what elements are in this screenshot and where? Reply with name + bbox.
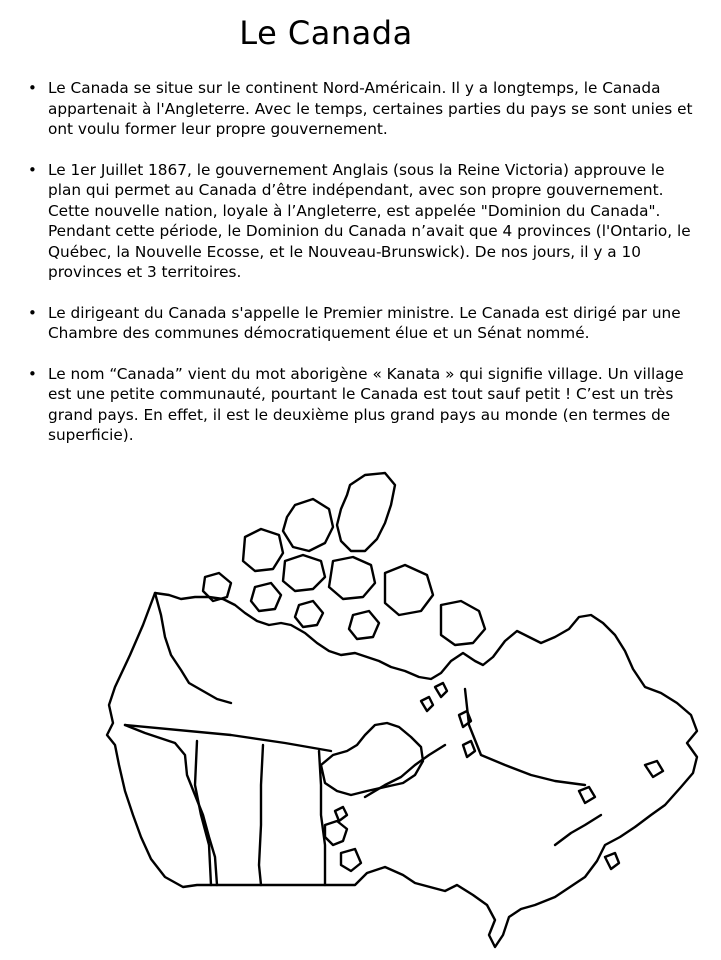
lake-outline xyxy=(341,849,361,871)
arctic-island xyxy=(251,583,281,611)
arctic-island xyxy=(243,529,283,571)
island xyxy=(463,741,475,757)
page-title: Le Canada xyxy=(239,14,413,52)
territories-south-border xyxy=(125,725,331,751)
paragraph-text: Le 1er Juillet 1867, le gouvernement Anglais (sous la Reine Victoria) approuve le plan qui permet au Canada d’être indépendant, avec son propre gouvernement. Cette nouvelle nation, loyale à l’Angleterre, est appelée "Dominion du Canada". Pendant cette période, le Dominion du Canada n’avait que 4 provinces (l'Ontario, le Québec, la Nouvelle Ecosse, et le Nouveau-Brunswick). De nos jours, il y a 10 provinces et 3 territoires. xyxy=(48,160,691,281)
hudson-bay-outline xyxy=(321,723,423,795)
arctic-island xyxy=(337,473,395,551)
quebec-labrador-border xyxy=(465,689,585,785)
arctic-island xyxy=(349,611,379,639)
island xyxy=(579,787,595,803)
maritimes-border xyxy=(555,815,601,845)
yukon-nwt-border xyxy=(155,593,231,703)
island xyxy=(335,807,347,821)
paragraph-list xyxy=(26,78,702,466)
island xyxy=(421,697,433,711)
arctic-island xyxy=(441,601,485,645)
paragraph-item xyxy=(26,160,702,283)
bullet-icon: • xyxy=(28,303,37,322)
bullet-icon: • xyxy=(28,79,37,97)
arctic-island xyxy=(283,555,325,591)
paragraph-text: Le dirigeant du Canada s'appelle le Premier ministre. Le Canada est dirigé par une Chambre des communes démocratiquement élue et un Sénat nommé. xyxy=(48,303,681,342)
island xyxy=(435,683,447,697)
island xyxy=(645,761,663,777)
arctic-island xyxy=(295,601,323,627)
arctic-island xyxy=(283,499,333,551)
arctic-island xyxy=(329,557,375,599)
paragraph-text: Le Canada se situe sur le continent Nord-Américain. Il y a longtemps, le Canada appartenait à l'Angleterre. Avec le temps, certaines parties du pays se sont unies et ont voulu former leur propre gouvernement. xyxy=(48,79,693,138)
bullet-icon: • xyxy=(28,364,37,383)
island xyxy=(605,853,619,869)
paragraph-text: Le nom “Canada” vient du mot aborigène « Kanata » qui signifie village. Un village est une petite communauté, pourtant le Canada est tout sauf petit ! C’est un très grand pays. En effet, il est le deuxième plus grand pays au monde (en termes de superficie). xyxy=(48,364,684,444)
bc-alberta-border xyxy=(125,725,217,885)
arctic-island xyxy=(203,573,231,601)
arctic-island xyxy=(385,565,433,615)
sask-manitoba-border xyxy=(259,745,263,885)
paragraph-item xyxy=(26,78,702,140)
bullet-icon: • xyxy=(28,160,37,179)
paragraph-item xyxy=(26,303,702,344)
canada-outline-map xyxy=(85,465,715,957)
paragraph-item xyxy=(26,364,702,446)
lake-outline xyxy=(325,821,347,845)
canada-map xyxy=(85,465,715,957)
